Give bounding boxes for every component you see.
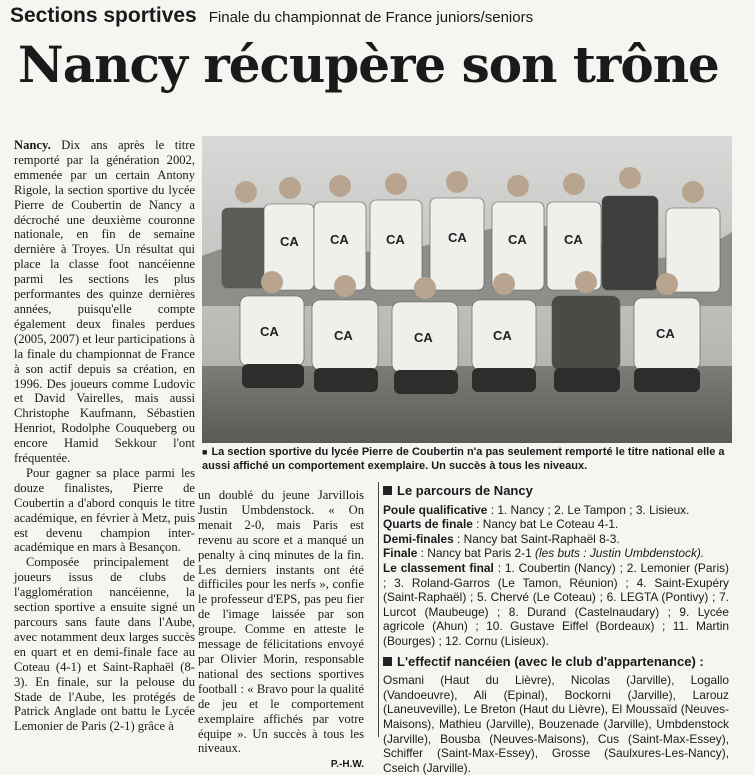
square-bullet-icon: [383, 657, 392, 666]
parcours-row: Le classement final : 1. Coubertin (Nancy) ; 2. Lemonier (Paris) ; 3. Roland-Garros (Le Tamon, Réunion) ; 4. Saint-Exupéry (Saint-Raphaël) ; 5. Chervé (Le Coteau) ; 6. LEGTA (Pontivy) ; 7. Lurcot (Maubeuge) ; 8. Durand (Castelnaudary) ; 9. Lycée agricole (Ahun) ; 10. Gustave Eiffel (Bordeaux) ; 11. Martin (Bourges) ; 12. Cornu (Lisieux).: [383, 560, 729, 648]
effectif-list: Osmani (Haut du Lièvre), Nicolas (Jarville), Logallo (Vandoeuvre), Ali (Epinal), Bockorni (Jarville), Larouz (Laneuveville), Le Breton (Haut du Lièvre), El Moussaïd (Neuves-Maisons), Mathieu (Jarville), Bouzenade (Jarville), Umbdenstock (Jarville), Bousba (Neuves-Maisons), Cus (Saint-Max-Essey), Schiffer (Saint-Max-Essey), Grosse (Saulxures-Les-Nancy), Cseich (Jarville).: [383, 673, 729, 775]
parcours-row: Poule qualificative : 1. Nancy ; 2. Le Tampon ; 3. Lisieux.: [383, 502, 690, 517]
jersey-logo: CA: [564, 232, 583, 247]
dateline: Nancy.: [14, 138, 51, 152]
parcours-heading: Le parcours de Nancy: [383, 484, 729, 499]
caption-marker-icon: ■: [202, 447, 208, 457]
jersey-logo: CA: [414, 330, 433, 345]
jersey-logo: CA: [493, 328, 512, 343]
article-paragraph: un doublé du jeune Jarvillois Justin Umbdenstock. « On menait 2-0, mais Paris est revenu au score et a manqué un penalty à cinq minutes de la fin. Les derniers instants ont été difficiles pour les nerfs », confie le professeur d'EPS, pas peu fier de l'image laissée par son groupe. Comme en atteste le message de félicitations envoyé par Olivier Morin, responsable national des sections sportives football : « Bravo pour la qualité de jeu et le comportement exemplaire affichés par votre équipe ». Un succès à tous les niveaux.: [198, 488, 364, 756]
article-paragraph: Pour gagner sa place parmi les douze finalistes, Pierre de Coubertin a d'abord conquis le titre académique, en février à Metz, puis est devenu champion inter-académique en mars à Besançon.: [14, 465, 195, 555]
jersey-logo: CA: [448, 230, 467, 245]
photo-caption: ■ La section sportive du lycée Pierre de Coubertin n'a pas seulement remporté le titre national elle a aussi affiché un comportement exemplaire. Un succès à tous les niveaux.: [202, 446, 725, 472]
team-photo: [202, 136, 732, 443]
article-paragraph: Nancy. Dix ans après le titre remporté par la génération 2002, emmenée par un certain Antony Rigole, la section sportive du lycée Pierre de Coubertin de Nancy a décroché une deuxième couronne nationale, en fin de semaine dernière à Troyes. Un résultat qui place la classe foot nancéienne parmi les sections les plus performantes des quinze dernières années, puisqu'elle compte également deux finales perdues (2005, 2007) et leur participations à la finale du championnat de France à son actif depuis sa création, en 1996. Des joueurs comme Ludovic et David Vairelles, mais aussi Christophe Kaufmann, Sébastien Henriot, Rodolphe Couqueberg ou encore Hamid Sekkour l'ont fréquentée.: [14, 138, 195, 466]
kicker-subtitle: Finale du championnat de France juniors/seniors: [208, 9, 534, 26]
article-column-1: [14, 138, 195, 734]
effectif-heading: L'effectif nancéien (avec le club d'appartenance) :: [383, 655, 729, 670]
column-divider: [378, 482, 379, 737]
sidebar-box: [383, 484, 729, 775]
parcours-row: Finale : Nancy bat Paris 2-1 (les buts : Justin Umbdenstock).: [383, 546, 705, 561]
section-label: Sections sportives: [10, 4, 197, 27]
parcours-row: Demi-finales : Nancy bat Saint-Raphaël 8-3.: [383, 531, 620, 546]
square-bullet-icon: [383, 486, 392, 495]
jersey-logo: CA: [508, 232, 527, 247]
jersey-logo: CA: [330, 232, 349, 247]
article-column-2: [198, 488, 364, 773]
article-paragraph: Composée principalement de joueurs issus de clubs de l'agglomération nancéienne, la section sportive a ensuite signé un parcours sans faute dans l'Aube, avec notamment deux larges succès en quart et en demi-finale face au Coteau (4-1) et Saint-Raphaël (8-3). En finale, sur la pelouse du Stade de l'Aube, les protégés de Patrick Anglade ont battu le Lycée Lemonier de Paris (2-1) grâce à: [14, 555, 195, 734]
author-signature: P.-H.W.: [330, 759, 364, 771]
jersey-logo: CA: [260, 324, 279, 339]
headline: Nancy récupère son trône: [18, 35, 719, 94]
jersey-logo: CA: [656, 326, 675, 341]
parcours-row: Quarts de finale : Nancy bat Le Coteau 4-1.: [383, 517, 619, 532]
jersey-logo: CA: [334, 328, 353, 343]
parcours-list: [383, 503, 729, 649]
jersey-logo: CA: [386, 232, 405, 247]
jersey-logo: CA: [280, 234, 299, 249]
